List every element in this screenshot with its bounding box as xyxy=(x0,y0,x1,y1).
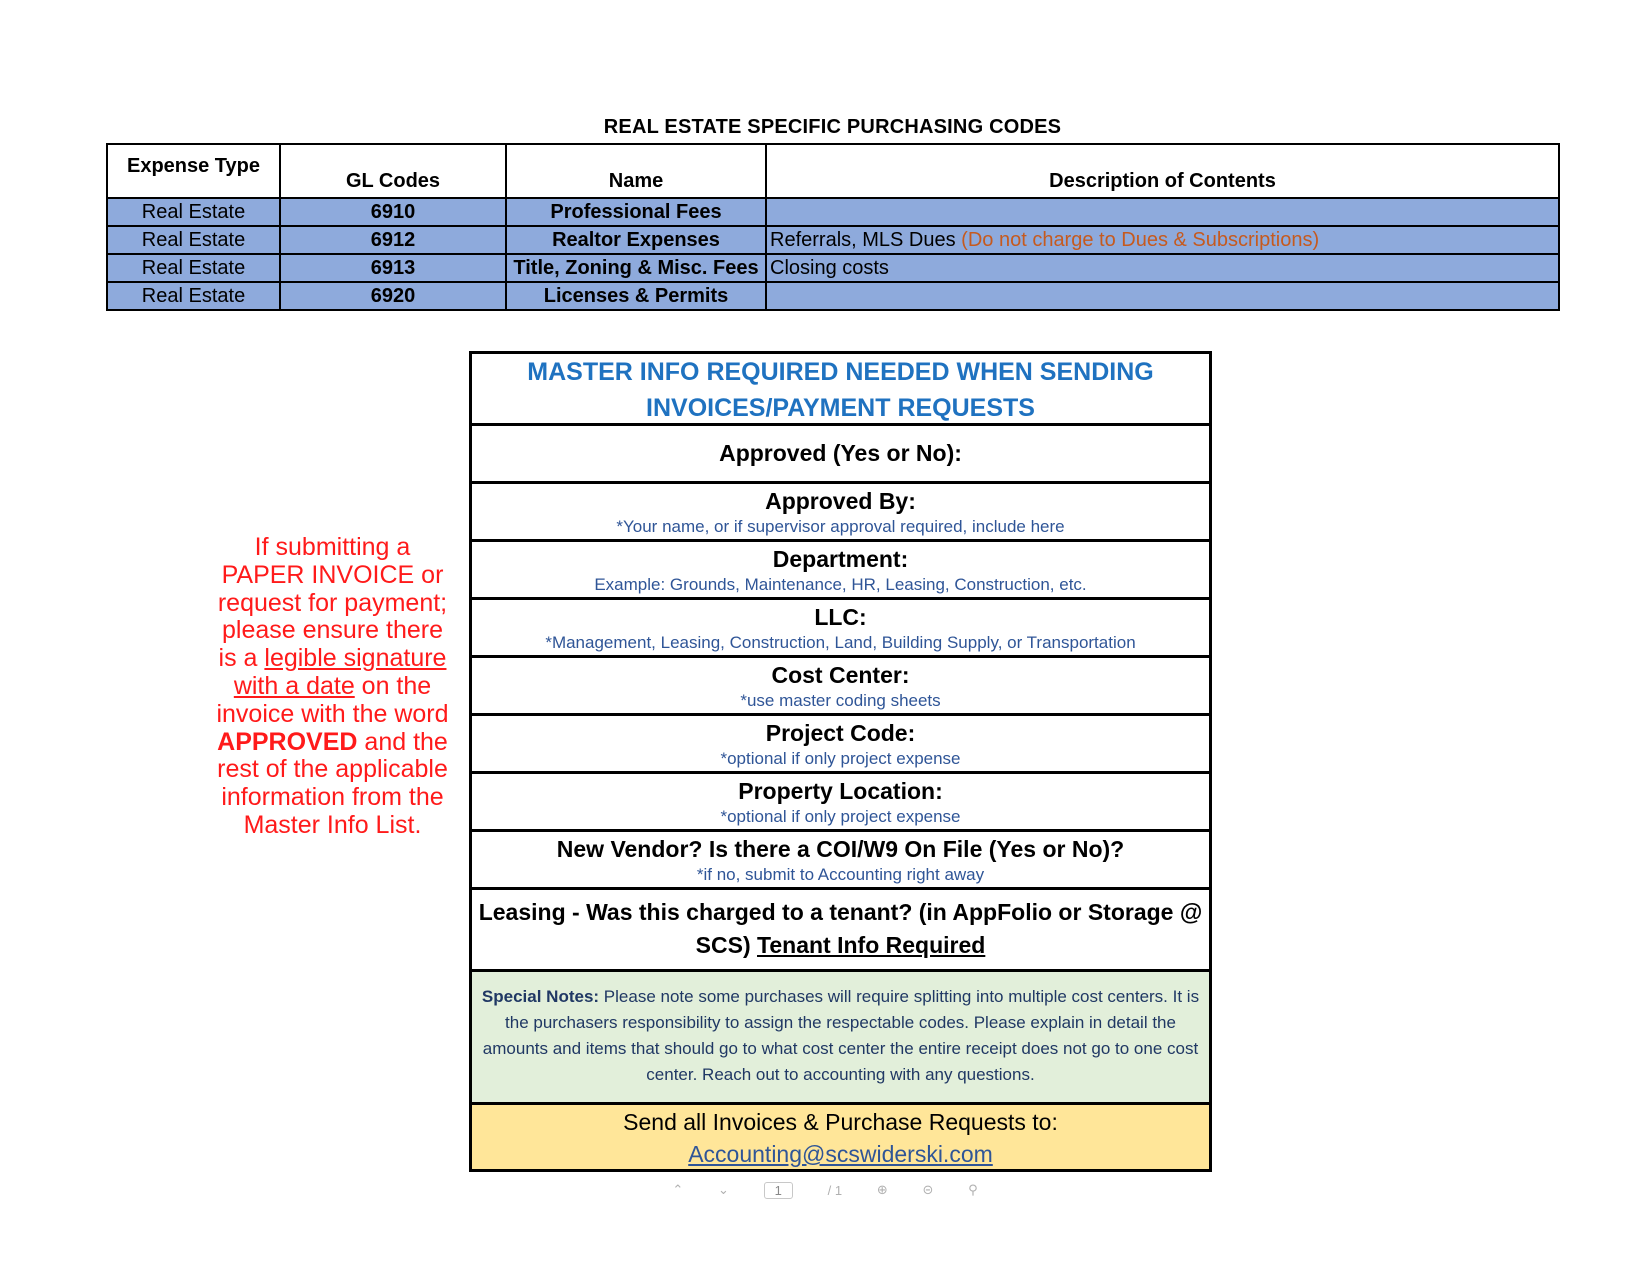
field-label: Department: xyxy=(772,546,909,572)
tenant-info-required: Tenant Info Required xyxy=(757,932,986,958)
side-note-text-2: on the invoice with the word xyxy=(216,671,449,728)
table-row xyxy=(107,254,1559,282)
cell-name: Professional Fees xyxy=(506,198,766,226)
cell-expense-type: Real Estate xyxy=(107,282,280,310)
leasing-line1: Leasing - Was this charged to a tenant? (in AppFolio or Storage @ xyxy=(478,899,1203,925)
approved-by-field xyxy=(472,484,1209,542)
new-vendor-field xyxy=(472,832,1209,890)
search-icon[interactable]: ⚲ xyxy=(968,1182,978,1197)
table-header-row xyxy=(107,144,1559,198)
cell-description-text: Closing costs xyxy=(770,257,889,279)
side-note-text-1: If submitting a PAPER INVOICE or request for payment; please ensure there is a xyxy=(217,533,448,673)
purchasing-codes-table xyxy=(106,143,1560,311)
project-code-field xyxy=(472,716,1209,774)
field-hint: *Management, Leasing, Construction, Land, Building Supply, or Transportation xyxy=(545,633,1136,652)
side-note-underline: legible signature with a date xyxy=(233,644,447,700)
page-total: / 1 xyxy=(827,1182,843,1198)
special-notes xyxy=(472,972,1209,1105)
leasing-line2 xyxy=(472,929,1209,962)
cell-description xyxy=(766,282,1559,310)
llc-field xyxy=(472,600,1209,658)
cell-description-note: (Do not charge to Dues & Subscriptions) xyxy=(961,229,1320,251)
accounting-email-link[interactable]: Accounting@scswiderski.com xyxy=(688,1141,993,1167)
master-info-title xyxy=(472,354,1209,426)
cell-gl-code: 6912 xyxy=(280,226,506,254)
send-invoices-section xyxy=(472,1105,1209,1169)
codes-table-title: REAL ESTATE SPECIFIC PURCHASING CODES xyxy=(603,116,1062,138)
cell-description xyxy=(766,198,1559,226)
cell-expense-type: Real Estate xyxy=(107,226,280,254)
cell-description xyxy=(766,226,1559,254)
cell-expense-type: Real Estate xyxy=(107,198,280,226)
table-row xyxy=(107,282,1559,310)
approved-field: Approved (Yes or No): xyxy=(472,426,1209,484)
chevron-up-icon[interactable]: ⌃ xyxy=(672,1182,684,1197)
field-hint: *if no, submit to Accounting right away xyxy=(696,865,985,884)
department-field xyxy=(472,542,1209,600)
cell-gl-code: 6910 xyxy=(280,198,506,226)
cell-expense-type: Real Estate xyxy=(107,254,280,282)
field-hint: *use master coding sheets xyxy=(740,691,941,710)
cell-name: Realtor Expenses xyxy=(506,226,766,254)
chevron-down-icon[interactable]: ⌄ xyxy=(718,1182,729,1197)
field-label: LLC: xyxy=(814,604,867,630)
special-notes-label: Special Notes: xyxy=(481,987,600,1006)
special-notes-text: Please note some purchases will require splitting into multiple cost centers. It is the purchasers responsibility to assign the respectable codes. Please explain in detail the amounts and items that should go to what cost center the entire receipt does not go to one cost center. Reach out to accounting with any questions. xyxy=(482,987,1200,1084)
side-note-text-3: and the rest of the applicable information from the Master Info List. xyxy=(217,727,448,839)
field-label: New Vendor? Is there a COI/W9 On File (Yes or No)? xyxy=(556,836,1125,862)
field-hint: *Your name, or if supervisor approval required, include here xyxy=(616,517,1065,536)
field-hint: Example: Grounds, Maintenance, HR, Leasing, Construction, etc. xyxy=(594,575,1087,594)
field-label: Project Code: xyxy=(765,720,916,746)
cost-center-field xyxy=(472,658,1209,716)
header-description: Description of Contents xyxy=(766,144,1559,198)
zoom-out-icon[interactable]: ⊝ xyxy=(922,1182,934,1197)
side-note-approved: APPROVED xyxy=(217,727,358,756)
field-hint: *optional if only project expense xyxy=(720,807,961,826)
table-row xyxy=(107,226,1559,254)
field-label: Property Location: xyxy=(738,778,943,804)
master-info-title-line1: MASTER INFO REQUIRED NEEDED WHEN SENDING xyxy=(527,358,1154,386)
paper-invoice-note xyxy=(210,534,455,840)
cell-name: Licenses & Permits xyxy=(506,282,766,310)
cell-name: Title, Zoning & Misc. Fees xyxy=(506,254,766,282)
header-name: Name xyxy=(506,144,766,198)
cell-gl-code: 6913 xyxy=(280,254,506,282)
leasing-line2-prefix: SCS) xyxy=(695,932,758,958)
header-expense-type: Expense Type xyxy=(107,144,280,198)
zoom-in-icon[interactable]: ⊕ xyxy=(876,1182,888,1197)
cell-description xyxy=(766,254,1559,282)
cell-gl-code: 6920 xyxy=(280,282,506,310)
field-hint: *optional if only project expense xyxy=(720,749,961,768)
field-label: Cost Center: xyxy=(771,662,910,688)
property-location-field xyxy=(472,774,1209,832)
send-label: Send all Invoices & Purchase Requests to: xyxy=(623,1109,1058,1135)
header-gl-codes: GL Codes xyxy=(280,144,506,198)
pdf-viewer-toolbar xyxy=(655,1178,995,1202)
master-info-box xyxy=(469,351,1212,1172)
cell-description-text: Referrals, MLS Dues xyxy=(770,229,962,251)
leasing-field xyxy=(472,890,1209,972)
field-label: Approved By: xyxy=(765,488,916,514)
master-info-title-line2: INVOICES/PAYMENT REQUESTS xyxy=(646,394,1035,422)
table-row xyxy=(107,198,1559,226)
page-number-input[interactable]: 1 xyxy=(764,1182,793,1199)
